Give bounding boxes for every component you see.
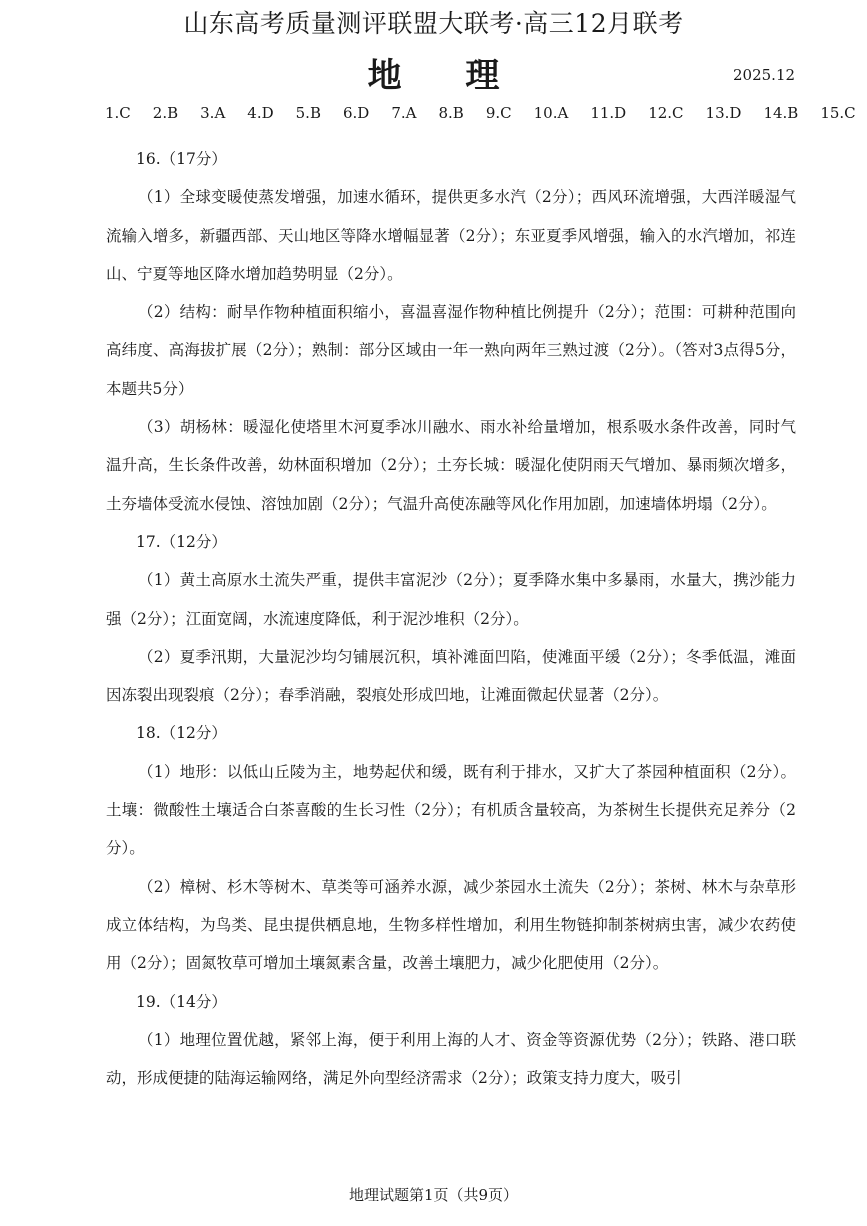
choice-answer: 13.D [705, 104, 742, 122]
choice-answer: 7.A [391, 104, 417, 122]
question-heading: 16.（17分） [136, 150, 227, 168]
choice-answer: 15.C [820, 104, 856, 122]
answer-content [106, 140, 796, 1097]
exam-date: 2025.12 [733, 66, 796, 84]
question-heading: 17.（12分） [136, 532, 227, 551]
choice-answer: 8.B [438, 104, 464, 122]
choice-answer-row [105, 104, 856, 122]
answer-paragraph: （1）黄土高原水土流失严重，提供丰富泥沙（2分）；夏季降水集中多暴雨，水量大，携沙能力强（2分）；江面宽阔，水流速度降低，利于泥沙堆积（2分）。 [106, 571, 796, 628]
choice-answer: 11.D [590, 104, 627, 122]
choice-answer: 10.A [533, 104, 569, 122]
choice-answer: 9.C [485, 104, 512, 122]
question-heading: 18.（12分） [136, 724, 227, 743]
choice-answer: 14.B [763, 104, 799, 122]
answer-paragraph: （1）全球变暖使蒸发增强，加速水循环，提供更多水汽（2分）；西风环流增强，大西洋暖湿气流输入增多，新疆西部、天山地区等降水增幅显著（2分）；东亚夏季风增强，输入的水汽增加，祁连山、宁夏等地区降水增加趋势明显（2分）。 [106, 188, 796, 283]
question-heading: 19.（14分） [136, 992, 227, 1011]
choice-answer: 12.C [648, 104, 684, 122]
answer-paragraph: （2）夏季汛期，大量泥沙均匀铺展沉积，填补滩面凹陷，使滩面平缓（2分）；冬季低温，滩面因冻裂出现裂痕（2分）；春季消融，裂痕处形成凹地，让滩面微起伏显著（2分）。 [106, 647, 796, 705]
exam-title: 山东高考质量测评联盟大联考·高三12月联考 [183, 9, 684, 38]
subject-title: 地 理 [367, 56, 526, 96]
page-footer: 地理试题第1页（共9页） [348, 1186, 519, 1204]
answer-paragraph: （2）樟树、杉木等树木、草类等可涵养水源，减少茶园水土流失（2分）；茶树、林木与杂草形成立体结构，为鸟类、昆虫提供栖息地，生物多样性增加，利用生物链抑制茶树病虫害，减少农药使用（2分）；固氮牧草可增加土壤氮素含量，改善土壤肥力，减少化肥使用（2分）。 [106, 877, 796, 973]
answer-paragraph: （1）地形：以低山丘陵为主，地势起伏和缓，既有利于排水，又扩大了茶园种植面积（2分）。土壤：微酸性土壤适合白茶喜酸的生长习性（2分）；有机质含量较高，为茶树生长提供充足养分（2分）。 [106, 762, 796, 858]
answer-paragraph: （3）胡杨林：暖湿化使塔里木河夏季冰川融水、雨水补给量增加，根系吸水条件改善，同时气温升高，生长条件改善，幼林面积增加（2分）；土夯长城：暖湿化使阴雨天气增加、暴雨频次增多，土夯墙体受流水侵蚀、溶蚀加剧（2分）；气温升高使冻融等风化作用加剧，加速墙体坍塌（2分）。 [106, 418, 796, 513]
answer-paragraph: （2）结构：耐旱作物种植面积缩小，喜温喜湿作物种植比例提升（2分）；范围：可耕种范围向高纬度、高海拔扩展（2分）；熟制：部分区域由一年一熟向两年三熟过渡（2分）。（答对3点得5分，本题共5分） [106, 303, 796, 398]
choice-answer: 4.D [247, 104, 274, 122]
choice-answer: 5.B [295, 104, 321, 122]
choice-answer: 2.B [152, 104, 179, 122]
choice-answer: 3.A [200, 104, 226, 122]
answer-paragraph: （1）地理位置优越，紧邻上海，便于利用上海的人才、资金等资源优势（2分）；铁路、港口联动，形成便捷的陆海运输网络，满足外向型经济需求（2分）；政策支持力度大，吸引 [106, 1030, 796, 1088]
choice-answer: 6.D [342, 104, 370, 122]
choice-answer: 1.C [105, 104, 131, 122]
